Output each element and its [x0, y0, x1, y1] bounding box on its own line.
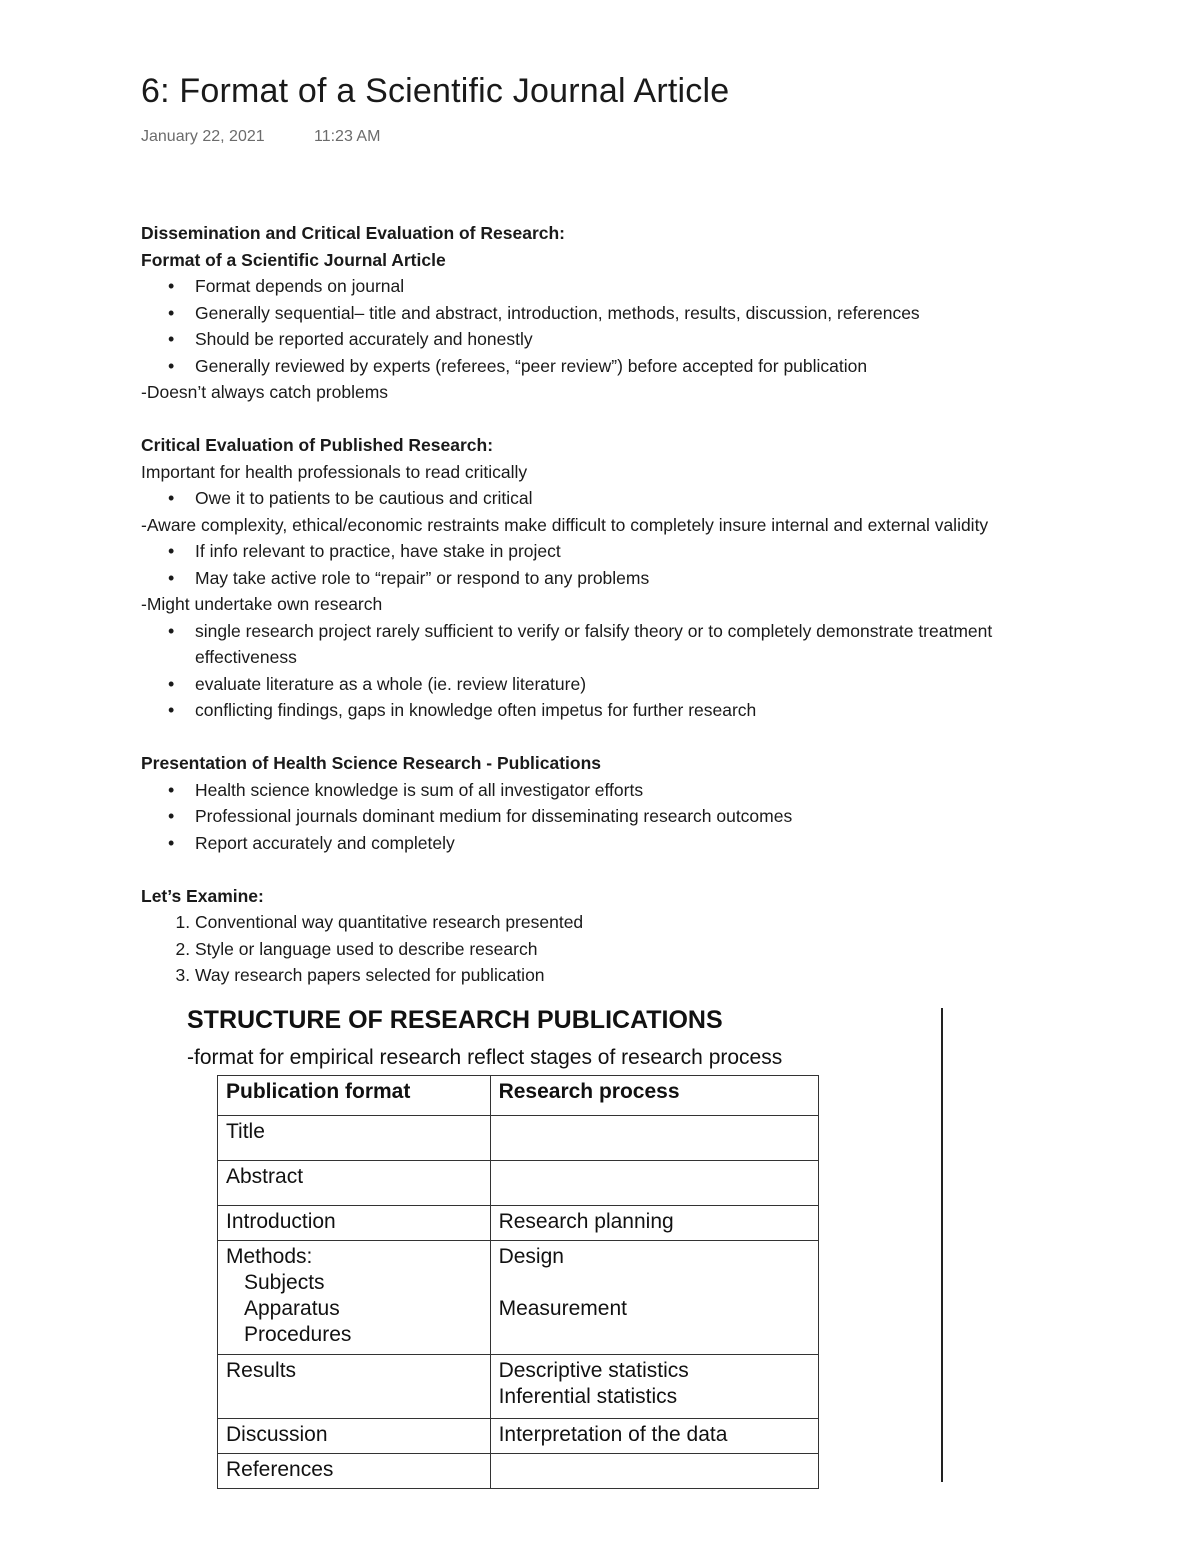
cell-text: Inferential statistics: [498, 1385, 678, 1408]
note-date: January 22, 2021: [141, 128, 265, 145]
list-item: • May take active role to “repair” or respond to any problems: [195, 565, 1081, 592]
list-item: • Should be reported accurately and honestly: [195, 326, 1081, 353]
list-item: • Professional journals dominant medium for disseminating research outcomes: [195, 803, 1081, 830]
cell-subitem: Apparatus: [244, 1297, 340, 1320]
table-row: [218, 1161, 819, 1206]
cell-text: Descriptive statistics: [498, 1359, 689, 1382]
table-cell: References: [218, 1454, 491, 1489]
note-line: -Doesn’t always catch problems: [141, 382, 389, 402]
table-cell: [490, 1161, 818, 1206]
table-cell: [490, 1355, 818, 1419]
slide-title: STRUCTURE OF RESEARCH PUBLICATIONS: [187, 1006, 723, 1034]
table-cell: Title: [218, 1116, 491, 1161]
table-row: [218, 1419, 819, 1454]
bullet-list: [141, 273, 1081, 379]
cell-text: Design: [498, 1245, 564, 1268]
list-item: • Report accurately and completely: [195, 830, 1081, 857]
list-item: • single research project rarely sufficient to verify or falsify theory or to completely demonstrate treatment effectiveness: [195, 618, 1021, 671]
section-heading: Presentation of Health Science Research - Publications: [141, 753, 601, 773]
table-cell: Introduction: [218, 1206, 491, 1241]
numbered-list: [141, 909, 1081, 989]
list-item: 3. Way research papers selected for publication: [195, 962, 1081, 989]
bullet-list: [141, 538, 1081, 591]
cell-text: Methods:: [226, 1245, 313, 1268]
table-row: [218, 1241, 819, 1355]
section-heading: Critical Evaluation of Published Research:: [141, 435, 494, 455]
table-cell: Discussion: [218, 1419, 491, 1454]
table-cell: [490, 1241, 818, 1355]
cell-subitem: Procedures: [244, 1323, 352, 1346]
table-row: [218, 1206, 819, 1241]
table-row: [218, 1116, 819, 1161]
table-cell: [490, 1116, 818, 1161]
table-cell: Results: [218, 1355, 491, 1419]
table-cell: [490, 1454, 818, 1489]
list-item: • Owe it to patients to be cautious and critical: [195, 485, 1081, 512]
section-heading: Dissemination and Critical Evaluation of Research:: [141, 223, 565, 243]
bullet-list: [141, 777, 1081, 857]
note-line: -Might undertake own research: [141, 594, 383, 614]
list-item: • Generally sequential– title and abstract, introduction, methods, results, discussion, references: [195, 300, 1081, 327]
table-cell: Interpretation of the data: [490, 1419, 818, 1454]
list-item: • conflicting findings, gaps in knowledge often impetus for further research: [195, 697, 1021, 724]
slide-subtitle: -format for empirical research reflect stages of research process: [187, 1046, 783, 1069]
note-line: Important for health professionals to read critically: [141, 461, 528, 482]
page-title: 6: Format of a Scientific Journal Article: [141, 72, 730, 110]
column-header: Publication format: [218, 1076, 491, 1116]
section-subheading: Format of a Scientific Journal Article: [141, 249, 446, 270]
table-header-row: [218, 1076, 819, 1116]
table-row: [218, 1355, 819, 1419]
list-item: • If info relevant to practice, have stake in project: [195, 538, 1081, 565]
list-item: 2. Style or language used to describe research: [195, 936, 1081, 963]
list-item: • Generally reviewed by experts (referees, “peer review”) before accepted for publication: [195, 353, 1081, 380]
note-time: 11:23 AM: [314, 128, 381, 145]
table-cell: [218, 1241, 491, 1355]
note-body: [141, 220, 1081, 989]
cell-text: Measurement: [498, 1297, 627, 1320]
table-cell: Abstract: [218, 1161, 491, 1206]
note-line: -Aware complexity, ethical/economic restraints make difficult to completely insure internal and external validity: [141, 514, 989, 535]
list-item: 1. Conventional way quantitative research presented: [195, 909, 1081, 936]
structure-table: [217, 1075, 819, 1489]
list-item: • Health science knowledge is sum of all investigator efforts: [195, 777, 1081, 804]
table-cell: Research planning: [490, 1206, 818, 1241]
slide-image: [141, 1006, 943, 1486]
list-item: • evaluate literature as a whole (ie. review literature): [195, 671, 1021, 698]
section-heading: Let’s Examine:: [141, 885, 264, 906]
bullet-list: [141, 485, 1081, 512]
column-header: Research process: [490, 1076, 818, 1116]
cell-subitem: Subjects: [244, 1271, 325, 1294]
table-row: [218, 1454, 819, 1489]
list-item: • Format depends on journal: [195, 273, 1081, 300]
slide-border: [941, 1008, 943, 1482]
bullet-list: [141, 618, 1081, 724]
